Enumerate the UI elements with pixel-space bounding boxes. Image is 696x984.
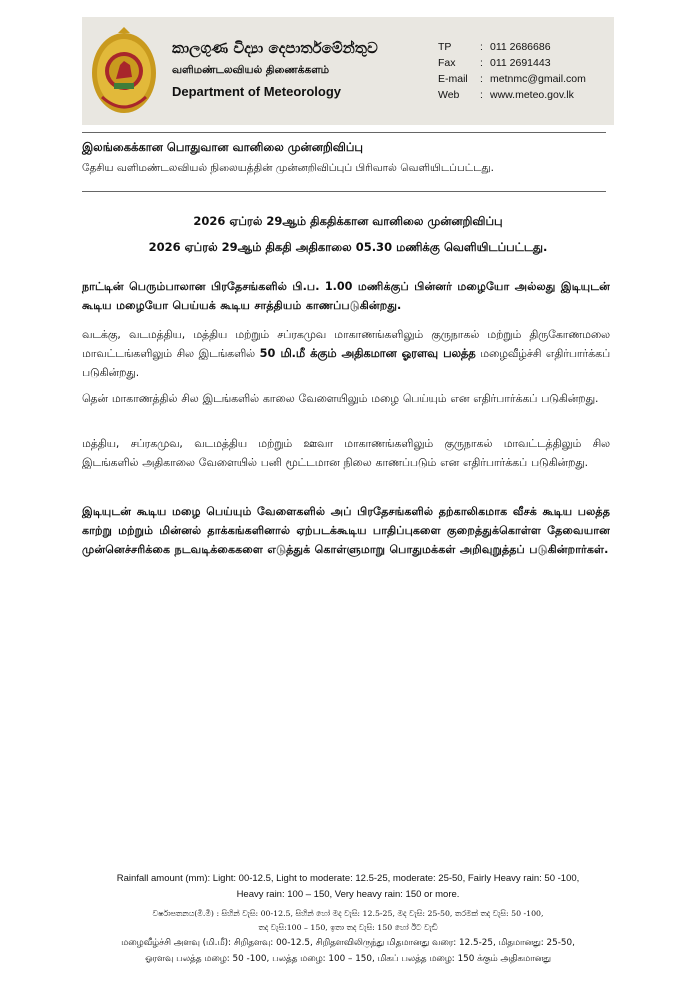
contact-separator: : xyxy=(480,73,483,85)
forecast-paragraph-3: தென் மாகாணத்தில் சில இடங்களில் காலை வேளையிலும் மழை பெய்யும் என எதிர்பார்க்கப் படுகின்றது. xyxy=(82,392,599,405)
section-title: இலங்கைக்கான பொதுவான வானிலை முன்னறிவிப்பு xyxy=(82,140,363,154)
paragraph-highlight: 50 மி.மீ க்கும் அதிகமான ஓரளவு பலத்த xyxy=(259,347,476,360)
paragraph-text: மழைவீழ்ச்சி எதிர்பார்க்கப் படுகின்றது. xyxy=(82,347,611,379)
footer-sinhala-line: තද වැසි:100 – 150, ඉතා තද වැසි: 150 හෝ ඊට වැඩි xyxy=(258,923,438,932)
contact-block xyxy=(438,39,586,103)
header-title-english: Department of Meteorology xyxy=(172,84,342,99)
forecast-paragraph-2 xyxy=(82,325,610,382)
divider-bottom xyxy=(82,191,606,192)
sri-lanka-emblem-icon xyxy=(90,27,158,115)
footer-tamil-line: ஓரளவு பலத்த மழை: 50 -100, பலத்த மழை: 100 – 150, மிகப் பலத்த மழை: 150 க்கும் அதிகமானது xyxy=(145,954,551,964)
forecast-issued: 2026 ஏப்ரல் 29ஆம் திகதி அதிகாலை 05.30 மணிக்கு வெளியிடப்பட்டது. xyxy=(148,240,548,254)
forecast-title: 2026 ஏப்ரல் 29ஆம் திகதிக்கான வானிலை முன்னறிவிப்பு xyxy=(193,214,503,228)
footer-english-line: Heavy rain: 100 – 150, Very heavy rain: 150 or more. xyxy=(236,889,460,900)
header-title-tamil: வளிமண்டலவியல் திணைக்களம் xyxy=(172,64,330,76)
contact-fax: 011 2691443 xyxy=(490,57,551,69)
contact-email-link[interactable]: metnmc@gmail.com xyxy=(490,73,586,85)
contact-row-fax xyxy=(438,55,586,71)
contact-row-tp xyxy=(438,39,586,55)
contact-separator: : xyxy=(480,41,483,53)
paragraph-text: வடக்கு, வடமத்திய, மத்திய மற்றும் சப்ரகமுவ மாகாணங்களிலும் குருநாகல் மற்றும் திருகோணமலை மாவட்டங்களிலும் சில இடங்களில் xyxy=(82,328,610,360)
contact-label: TP xyxy=(438,41,452,53)
forecast-paragraph-5: இடியுடன் கூடிய மழை பெய்யும் வேளைகளில் அப் பிரதேசங்களில் தற்காலிகமாக வீசக் கூடிய பலத்த காற்று மற்றும் மின்னல் தாக்கங்களினால் ஏற்படக்கூடிய பாதிப்புகளை குறைத்துக்கொள்ள தேவையான முன்னெச்சரிக்கை நடவடிக்கைகளை எடுத்துக் கொள்ளுமாறு பொதுமக்கள் அறிவுறுத்தப் படுகின்றார்கள். xyxy=(82,505,610,556)
footer-sinhala xyxy=(82,907,614,935)
footer-english-line: Rainfall amount (mm): Light: 00-12.5, Light to moderate: 12.5-25, moderate: 25-50, Fairly Heavy rain: 50 -100, xyxy=(116,873,580,884)
header-title-sinhala: කාලගුණ විද්‍යා දෙපාර්තමේන්තුව xyxy=(172,39,378,57)
contact-label: E-mail xyxy=(438,73,468,85)
section-subtitle: தேசிய வளிமண்டலவியல் நிலையத்தின் முன்னறிவிப்புப் பிரிவால் வெளியிடப்பட்டது. xyxy=(82,162,494,174)
letterhead xyxy=(82,17,614,125)
contact-separator: : xyxy=(480,89,483,101)
divider-top xyxy=(82,132,606,133)
forecast-paragraph-4: மத்திய, சப்ரகமுவ, வடமத்திய மற்றும் ஊவா மாகாணங்களிலும் குருநாகல் மாவட்டத்திலும் சில இடங்களில் அதிகாலை வேளையில் பனி மூட்டமான நிலை காணப்படும் என எதிர்பார்க்கப் படுகின்றது. xyxy=(82,437,610,469)
contact-row-email xyxy=(438,71,586,87)
footer-sinhala-line: වර්ෂාපතනය(මි.මී) : සිහින් වැසි: 00-12.5, සිහින් හෝ මද වැසි: 12.5-25, මද වැසි: 25-50, තරමක් තද වැසි: 50 -100, xyxy=(152,909,544,918)
contact-web-link[interactable]: www.meteo.gov.lk xyxy=(490,89,574,101)
contact-separator: : xyxy=(480,57,483,69)
contact-phone: 011 2686686 xyxy=(490,41,551,53)
forecast-paragraph-1: நாட்டின் பெரும்பாலான பிரதேசங்களில் பி.ப. 1.00 மணிக்குப் பின்னர் மழையோ அல்லது இடியுடன் கூடிய மழையோ பெய்யக் கூடிய சாத்தியம் காணப்படுகின்றது. xyxy=(82,280,610,312)
footer-tamil xyxy=(82,935,614,967)
contact-label: Web xyxy=(438,89,460,101)
contact-label: Fax xyxy=(438,57,456,69)
contact-row-web xyxy=(438,87,586,103)
footer-english xyxy=(82,871,614,903)
footer-tamil-line: மழைவீழ்ச்சி அளவு (மி.மீ): சிறிதளவு: 00-12.5, சிறிதளவிலிருந்து மிதமானது வரை: 12.5-25, மிதமானது: 25-50, xyxy=(121,938,575,948)
